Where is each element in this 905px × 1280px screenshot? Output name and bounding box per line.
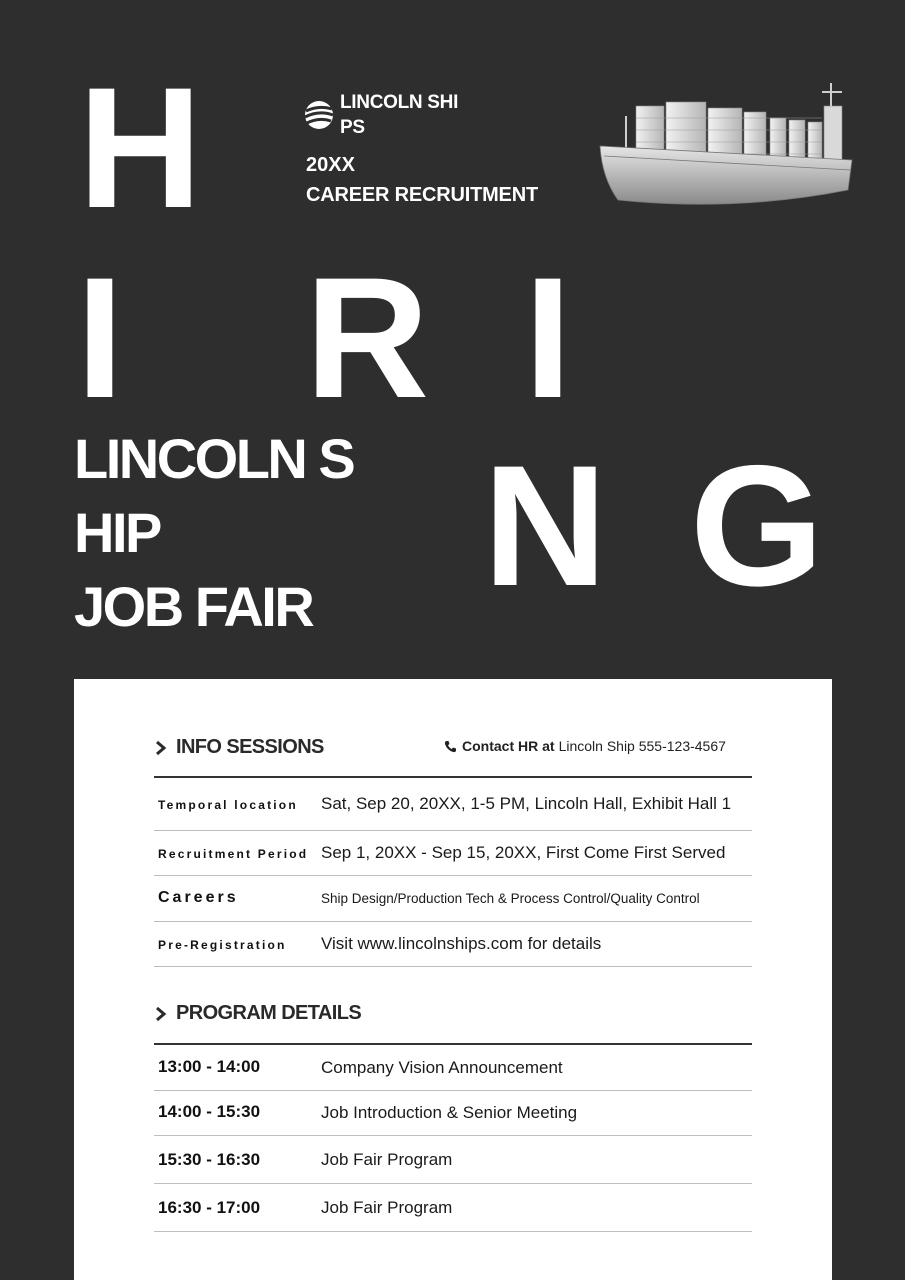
job-fair-title bbox=[74, 422, 384, 644]
program-item: Job Fair Program bbox=[321, 1198, 453, 1217]
program-details-heading bbox=[154, 1002, 361, 1025]
info-row bbox=[154, 778, 752, 831]
program-row bbox=[154, 1045, 752, 1091]
info-label: Pre-Registration bbox=[158, 938, 287, 952]
info-row bbox=[154, 876, 752, 922]
info-value: Ship Design/Production Tech & Process Control/Quality Control bbox=[321, 891, 700, 906]
info-value: Sep 1, 20XX - Sep 15, 20XX, First Come First Served bbox=[321, 843, 726, 862]
info-row bbox=[154, 831, 752, 876]
info-value: Visit www.lincolnships.com for details bbox=[321, 934, 602, 953]
program-time: 15:30 - 16:30 bbox=[158, 1150, 261, 1169]
fair-title-line: JOB FAIR bbox=[74, 575, 313, 638]
details-card bbox=[74, 679, 832, 1280]
program-item: Job Fair Program bbox=[321, 1150, 453, 1169]
section-title: PROGRAM DETAILS bbox=[176, 1002, 362, 1024]
info-label: Recruitment Period bbox=[158, 847, 309, 861]
contact-hr bbox=[444, 738, 726, 754]
program-item: Job Introduction & Senior Meeting bbox=[321, 1103, 578, 1122]
program-time: 14:00 - 15:30 bbox=[158, 1102, 261, 1121]
brand-block bbox=[304, 90, 479, 140]
cargo-ship-image bbox=[596, 78, 856, 216]
section-title: INFO SESSIONS bbox=[176, 736, 324, 758]
info-row bbox=[154, 922, 752, 967]
hiring-letter-i-second: I bbox=[524, 242, 572, 434]
chevron-right-icon bbox=[154, 740, 168, 756]
info-value: Sat, Sep 20, 20XX, 1-5 PM, Lincoln Hall, Exhibit Hall 1 bbox=[321, 794, 732, 813]
contact-label: Contact HR at bbox=[462, 738, 555, 754]
fair-title-line: HIP bbox=[74, 501, 160, 564]
phone-icon bbox=[444, 740, 457, 753]
program-row bbox=[154, 1136, 752, 1184]
program-item: Company Vision Announcement bbox=[321, 1058, 563, 1077]
fair-title-line: LINCOLN S bbox=[74, 427, 354, 490]
info-sessions-heading bbox=[154, 736, 324, 759]
brand-name: LINCOLN SHIPS bbox=[340, 92, 459, 138]
info-label: Careers bbox=[158, 889, 239, 906]
hiring-letter-h: H bbox=[78, 52, 203, 244]
lincoln-ships-logo-icon bbox=[304, 100, 334, 130]
hiring-letter-g: G bbox=[690, 430, 824, 622]
hiring-letter-i: I bbox=[76, 242, 124, 434]
program-time: 16:30 - 17:00 bbox=[158, 1198, 261, 1217]
program-row bbox=[154, 1184, 752, 1232]
chevron-right-icon bbox=[154, 1006, 168, 1022]
recruitment-subtitle: CAREER RECRUITMENT bbox=[306, 184, 538, 206]
contact-value: Lincoln Ship 555-123-4567 bbox=[558, 738, 726, 754]
hiring-letter-r: R bbox=[305, 242, 430, 434]
info-label: Temporal location bbox=[158, 798, 298, 812]
program-row bbox=[154, 1091, 752, 1136]
recruitment-year: 20XX bbox=[306, 154, 355, 176]
program-time: 13:00 - 14:00 bbox=[158, 1057, 261, 1076]
hiring-letter-n: N bbox=[483, 430, 608, 622]
